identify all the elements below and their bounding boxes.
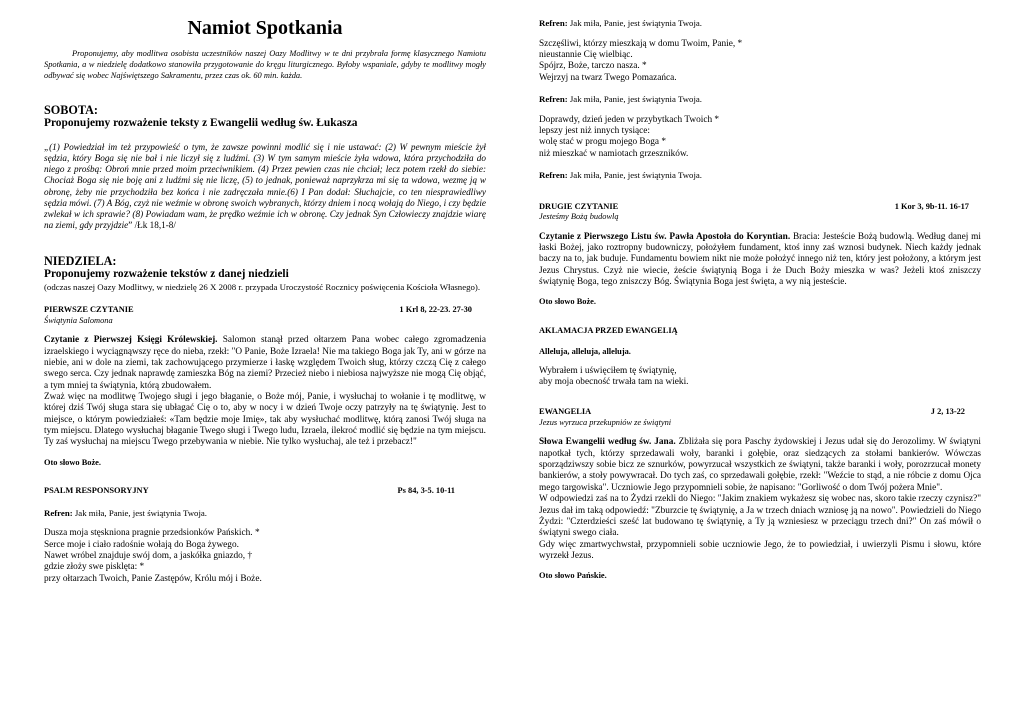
refrain-2 xyxy=(539,94,981,105)
first-reading-label: PIERWSZE CZYTANIE xyxy=(44,305,134,315)
psalm-ref: Ps 84, 3-5. 10-11 xyxy=(397,486,455,496)
gospel-subtitle: Jezus wyrzuca przekupniów ze świątyni xyxy=(539,417,672,427)
refrain-label: Refren: xyxy=(539,18,568,28)
psalm-refrain-text: Jak miła, Panie, jest świątynia Twoja. xyxy=(72,507,208,518)
luke-quote-text: „(1) Powiedział im też przypowieść o tym, że zawsze powinni modlić się i nie ustawać: (2) W pewnym mieście żył sędzia, który Boga się nie bał i nie liczył się z ludźmi. (3) W tym samym mieście żyła wdowa, która przychodziła do niego z prośbą: Obroń mnie przed moim przeciwnikiem. (4) Przez pewien czas nie chciał; lecz potem rzekł do siebie: Chociaż Boga się nie boję ani z ludźmi się nie liczę, (5) to jednak, ponieważ naprzykrza mi się ta wdowa, wezmę ją w obronę, żeby nie przychodziła bez końca i nie zadręczała mnie.(6) I Pan dodał: Słuchajcie, co ten niesprawiedliwy sędzia mówi. (7) A Bóg, czyż nie weźmie w obronę swoich wybranych, którzy dniem i nocą wołają do Niego, i czy będzie zwlekał w ich sprawie? (8) Powiadam wam, że prędko weźmie ich w obronę. Czy jednak Syn Człowieczy znajdzie wiarę na ziemi, gdy przyjdzie xyxy=(44,141,486,230)
second-reading-intro: Czytanie z Pierwszego Listu św. Pawła Apostoła do Koryntian. xyxy=(539,231,791,242)
sunday-subheading: Proponujemy rozważenie tekstów z danej niedzieli xyxy=(44,268,289,281)
psalm-line: Serce moje i ciało radośnie wołają do Boga żywego. xyxy=(44,539,239,550)
second-reading-body: Bracia: Jesteście Bożą budowlą. Według danej mi łaski Bożej, jako roztropny budowniczy, położyłem fundament, ktoś inny zaś wznosi budynek. Niech każdy jednak baczy na to, jak buduje. Fundamentu bowiem nikt nie może położyć innego niż ten, który jest położony, a którym jest Jezus Chrystus. Czyż nie wiecie, żeście świątynią Boga i że Duch Boży mieszka w was? Jeżeli ktoś zniszczy świątynię Boga, tego zniszczy Bóg. Świątynia Boga jest święta, a wy nią jesteście. xyxy=(539,231,981,287)
saturday-heading: SOBOTA: xyxy=(44,103,98,118)
first-reading-subtitle: Świątynia Salomona xyxy=(44,315,113,325)
gospel-ref: J 2, 13-22 xyxy=(930,407,965,417)
psalm-line: Doprawdy, dzień jeden w przybytkach Twoich * xyxy=(539,114,720,125)
second-reading-subtitle: Jesteśmy Bożą budowlą xyxy=(539,212,619,222)
saturday-subheading: Proponujemy rozważenie teksty z Ewangelii według św. Łukasza xyxy=(44,117,358,130)
refrain-1 xyxy=(539,18,981,29)
psalm-line: lepszy jest niż innych tysiące: xyxy=(539,125,651,136)
gospel-intro: Słowa Ewangelii według św. Jana. xyxy=(539,437,676,448)
psalm-line: wolę stać w progu mojego Boga * xyxy=(539,137,667,148)
psalm-refrain xyxy=(44,508,486,519)
first-reading-ref: 1 Krl 8, 22-23. 27-30 xyxy=(399,305,472,315)
gospel-text-3: Gdy więc zmartwychwstał, przypomnieli sobie uczniowie Jego, że to powiedział, i uwierzyli Pismu i słowu, które wyrzekł Jezus. xyxy=(539,539,981,561)
gospel-closing: Oto słowo Pańskie. xyxy=(539,571,607,581)
second-reading-ref: 1 Kor 3, 9b-11. 16-17 xyxy=(894,201,969,211)
psalm-label: PSALM RESPONSORYJNY xyxy=(44,486,149,496)
acclamation-label: AKLAMACJA PRZED EWANGELIĄ xyxy=(539,325,678,335)
sunday-note: (odczas naszej Oazy Modlitwy, w niedzielę 26 X 2008 r. przypada Uroczystość Rocznicy poświęcenia Kościoła Własnego). xyxy=(44,281,481,292)
gospel-header xyxy=(539,407,981,418)
refrain-label: Refren: xyxy=(539,93,568,104)
acclamation-line: aby moja obecność trwała tam na wieki. xyxy=(539,377,689,388)
first-reading-text-2: Zważ więc na modlitwę Twojego sługi i jego błaganie, o Boże mój, Panie, i wysłuchaj to wołanie i tę modlitwę, w której dziś Twój sługa stara się ubłagać Cię o to, aby w nocy i w dzień Twoje oczy patrzyły na tę świątynię. Jest to miejsce, o którym powiedziałeś: «Tam będzie moje Imię», tak aby wysłuchać modlitwę, którą zanosi Twój sługa na tym miejscu. Dlatego wysłuchaj błaganie Twego sługi i Twego ludu, Izraela, ilekroć modlić się będzie na tym miejscu. Ty zaś wysłuchaj na miejscu Twego przebywania w niebie. Nie tylko wysłuchaj, ale też i przebacz!" xyxy=(44,391,486,448)
psalm-stanza-2 xyxy=(539,39,981,84)
psalm-line: Wejrzyj na twarz Twego Pomazańca. xyxy=(539,72,677,83)
second-reading-header xyxy=(539,202,981,213)
psalm-header xyxy=(44,486,486,497)
alleluia: Alleluja, alleluja, alleluja. xyxy=(539,347,631,357)
first-reading-closing: Oto słowo Boże. xyxy=(44,457,101,467)
acclamation-header xyxy=(539,326,981,337)
first-reading-intro: Czytanie z Pierwszej Księgi Królewskiej. xyxy=(44,335,218,346)
second-reading-text xyxy=(539,232,981,289)
refrain-text: Jak miła, Panie, jest świątynia Twoja. xyxy=(567,169,703,180)
gospel-text xyxy=(539,437,981,494)
gospel-label: EWANGELIA xyxy=(539,407,592,417)
sunday-heading: NIEDZIELA: xyxy=(44,254,117,269)
left-column xyxy=(44,0,486,585)
first-reading-body: Salomon stanął przed ołtarzem Pana wobec całego zgromadzenia izraelskiego i wyciągnąwszy ręce do nieba, rzekł: "O Panie, Boże Izraela! Nie ma takiego Boga jak Ty, ani w górze na niebie, ani w dole na ziemi, tak zachowującego przymierze i łaskę względem Twoich sług, którzy czczą Cię z całego swego serca. Czy jednak naprawdę zamieszka Bóg na ziemi? Przecież niebo i niebiosa najwyższe nie mogą Cię objąć, a tym mniej ta świątynia, którą zbudowałem. xyxy=(44,335,486,391)
first-reading-header xyxy=(44,305,486,316)
intro-paragraph: Proponujemy, aby modlitwa osobista uczestników naszej Oazy Modlitwy w te dni przybrała formę klasycznego Namiotu Spotkania, a w niedzielę dodatkowo stanowiła przygotowanie do kręgu liturgicznego. Byłoby wspaniale, gdyby te modlitwy mogły odbywać się wobec Najświętszego Sakramentu, przez czas ok. 60 min. każda. xyxy=(44,49,486,80)
second-reading-label: DRUGIE CZYTANIE xyxy=(539,201,619,211)
gospel-text-2: W odpowiedzi zaś na to Żydzi rzekli do Niego: "Jakim znakiem wykażesz się wobec nas, skoro takie rzeczy czynisz?" Jezus dał im taką odpowiedź: "Zburzcie tę świątynię, a Ja w trzech dniach wzniosę ją na nowo". Powiedzieli do Niego Żydzi: "Czterdzieści sześć lat budowano tę świątynię, a Ty ją wzniesiesz w przeciągu trzech dni?" On zaś mówił o świątyni swego ciała. xyxy=(539,494,981,539)
psalm-stanza xyxy=(44,528,486,585)
psalm-line: nieustannie Cię wielbiąc. xyxy=(539,49,633,60)
first-reading-text xyxy=(44,335,486,392)
luke-quote-reference: ” /Łk 18,1-8/ xyxy=(128,219,176,230)
psalm-line: Nawet wróbel znajduje swój dom, a jaskółka gniazdo, † xyxy=(44,550,253,561)
refrain-text: Jak miła, Panie, jest świątynia Twoja. xyxy=(567,18,703,28)
refrain-text: Jak miła, Panie, jest świątynia Twoja. xyxy=(567,93,703,104)
psalm-line: gdzie złoży swe pisklęta: * xyxy=(44,562,145,573)
gospel-body: Zbliżała się pora Paschy żydowskiej i Jezus udał się do Jerozolimy. W świątyni napotkał tych, którzy sprzedawali woły, baranki i gołębie, oraz siedzących za stołami bankierów. Wówczas sporządziwszy sobie bicz ze sznurków, powyrzucał wszystkich ze świątyni, także baranki i woły, porozrzucał monety bankierów, a stoły powywracał. Do tych zaś, co sprzedawali gołębie, rzekł: "Weźcie to stąd, a nie róbcie z domu Ojca mego targowiska". Uczniowie Jego przypomnieli sobie, że napisano: "Gorliwość o dom Twój pożera Mnie". xyxy=(539,437,981,493)
second-reading-closing: Oto słowo Boże. xyxy=(539,297,596,307)
acclamation-verse xyxy=(539,366,981,389)
psalm-stanza-3 xyxy=(539,115,981,160)
psalm-line: Szczęśliwi, którzy mieszkają w domu Twoim, Panie, * xyxy=(539,38,743,49)
right-column xyxy=(539,0,981,582)
refrain-3 xyxy=(539,170,981,181)
psalm-line: niż mieszkać w namiotach grzeszników. xyxy=(539,148,689,159)
psalm-line: przy ołtarzach Twoich, Panie Zastępów, Królu mój i Boże. xyxy=(44,573,262,584)
acclamation-line: Wybrałem i uświęciłem tę świątynię, xyxy=(539,365,677,376)
psalm-refrain-label: Refren: xyxy=(44,507,73,518)
refrain-label: Refren: xyxy=(539,169,568,180)
psalm-line: Spójrz, Boże, tarczo nasza. * xyxy=(539,61,647,72)
page-title: Namiot Spotkania xyxy=(187,17,343,39)
luke-quote xyxy=(44,142,486,231)
psalm-line: Dusza moja stęskniona pragnie przedsionków Pańskich. * xyxy=(44,528,260,539)
